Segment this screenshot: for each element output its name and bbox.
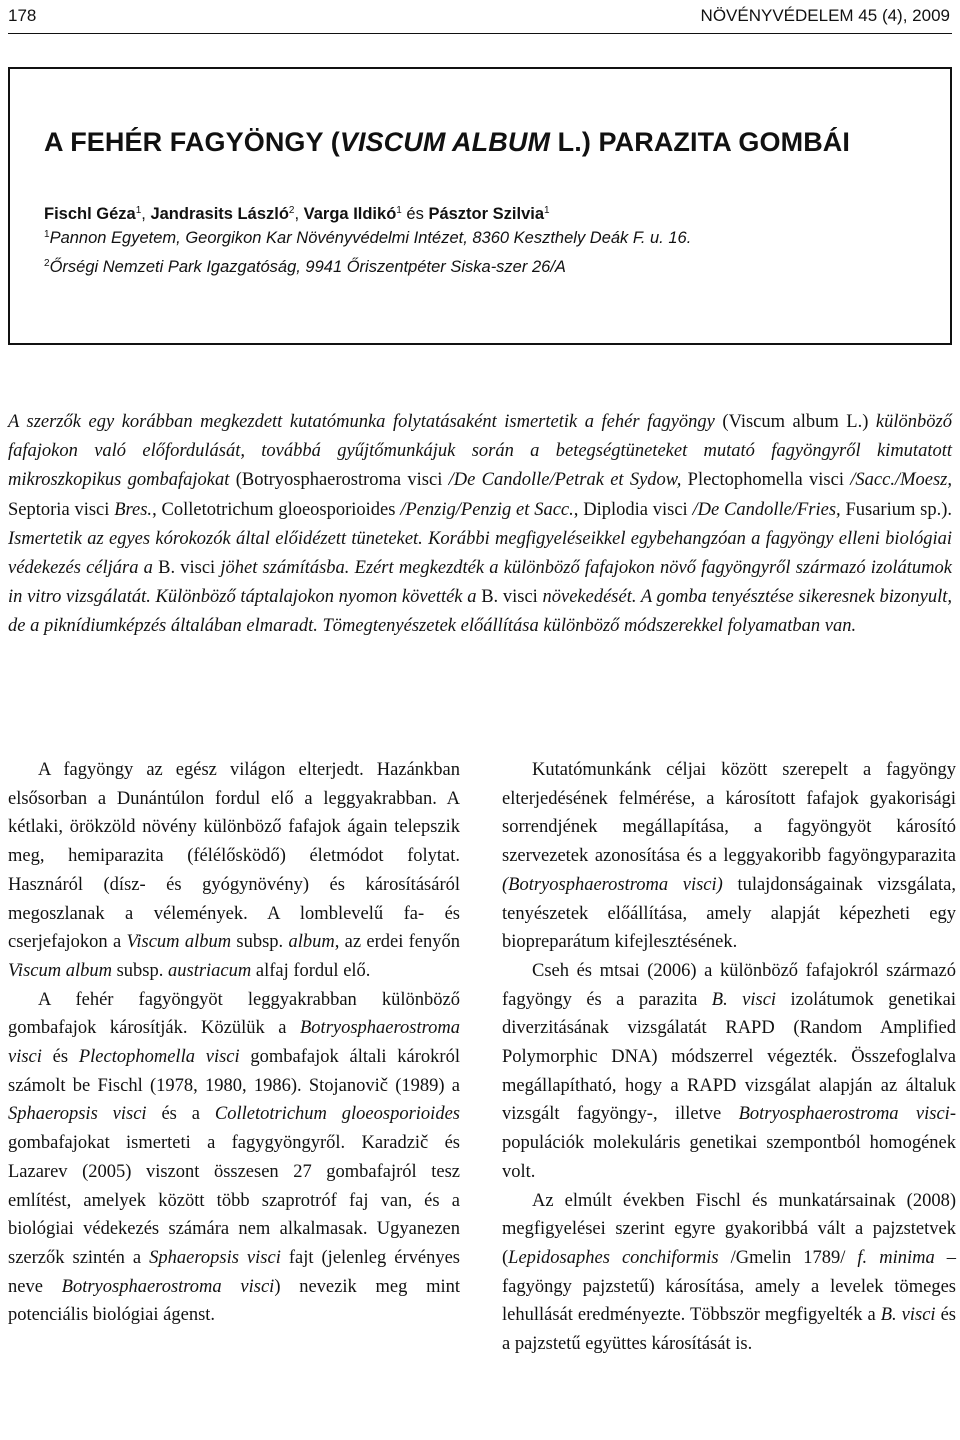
paragraph: Cseh és mtsai (2006) a különböző fafajokról származó fagyöngy és a parazita B. visci izolátumok genetikai diverzitásának vizsgálatát RAPD (Random Amplified Polymorphic DNA) módszerrel végezték. Összefoglalva megállapítható, hogy a RAPD vizsgálat alapján az általuk vizsgált fagyöngy-, illetve Botryosphaerostroma visci-populációk molekuláris genetikai szempontból homogének volt. [502, 960, 956, 1182]
abstract: A szerzők egy korábban megkezdett kutatómunka folytatásaként ismertetik a fehér fagyöngy (Viscum album L.) különböző fafajokon való előfordulását, továbbá gyűjtőmunkájuk során a betegségtüneteket mutató fagyöngyről kimutatott mikroszkopikus gombafajokat (Botryosphaerostroma visci /De Candolle/Petrak et Sydow, Plectophomella visci /Sacc./Moesz, Septoria visci Bres., Colletotrichum gloeosporioides /Penzig/Penzig et Sacc., Diplodia visci /De Candolle/Fries, Fusarium sp.). Ismertetik az egyes kórokozók által előidézett tüneteket. Korábbi megfigyeléseikkel egybehangzóan a fagyöngy elleni biológiai védekezés céljára a B. visci jöhet számításba. Ezért megkezdték a különböző fafajokon növő fagyöngyről származó izolátumok in vitro vizsgálatát. Különböző táptalajokon nyomon követték a B. visci növekedését. A gomba tenyésztése sikeresnek bizonyult, de a piknídiumképzés általában elmaradt. Tömegtenyészetek előállítása különböző módszerekkel folyamatban van. [8, 412, 953, 637]
paragraph: Kutatómunkánk céljai között szerepelt a fagyöngy elterjedésének felmérése, a károsított fafajok gyakorisági sorrendjének megállapítása, a fagyöngyöt károsító szervezetek azonosítása és a leggyakoribb fagyöngyparazita (Botryosphaerostroma visci) tulajdonságainak vizsgálata, tenyészetek előállítása, amely alapját képezheti egy biopreparátum kifejlesztésének. [502, 760, 956, 953]
body-column-right [502, 756, 956, 1359]
paragraph: A fagyöngy az egész világon elterjedt. Hazánkban elsősorban a Dunántúlon fordul elő a leggyakrabban. A kétlaki, örökzöld növény különböző fafajok ágain telepszik meg, hemiparazita (félélősködő) életmódot folytat. Hasznáról (dísz- és gyógynövény) és károsításáról megoszlanak a vélemények. A lomblevelű fa- és cserjefajokon a Viscum album subsp. album, az erdei fenyőn Viscum album subsp. austriacum alfaj fordul elő. [8, 760, 460, 981]
paragraph: A fehér fagyöngyöt leggyakrabban különböző gombafajok károsítják. Közülük a Botryosphaerostroma visci és Plectophomella visci gombafajok általi károkról számolt be Fischl (1978, 1980, 1986). Stojanovič (1989) a Sphaeropsis visci és a Colletotrichum gloeosporioides gombafajokat ismerteti a fagygyöngyről. Karadzič és Lazarev (2005) viszont összesen 27 gombafajról tesz említést, amelyek között több szaprotróf faj van, és a biológiai védekezés számára nem alkalmasak. Ugyanezen szerzők szintén a Sphaeropsis visci fajt (jelenleg érvényes neve Botryosphaerostroma visci) nevezik meg mint potenciális biológiai ágenst. [8, 989, 460, 1326]
title-box [8, 67, 952, 345]
affiliation-1: $^1$Pannon Egyetem, Georgikon Kar Növényvédelmi Intézet, 8360 Keszthely Deák F. u. 16. [44, 229, 692, 247]
author-name: Fischl Géza [44, 205, 136, 223]
page-number: 178 [8, 6, 37, 25]
paragraph: Az elmúlt években Fischl és munkatársainak (2008) megfigyelései szerint egyre gyakoribbá vált a pajzstetvek (Lepidosaphes conchiformis /Gmelin 1789/ f. minima – fagyöngy pajzstetű) károsítása, amely a levelek tömeges lehullását eredményezte. Többször megfigyelték a B. visci és a pajzstetű együttes károsítását is. [502, 1190, 956, 1355]
journal-reference: NÖVÉNYVÉDELEM 45 (4), 2009 [700, 6, 950, 25]
author-list: Fischl Géza$^1$, Jandrasits László$^2$, Varga Ildikó$^1$ és Pásztor Szilvia$^1$ [44, 205, 550, 223]
running-head [8, 6, 950, 30]
author-name: Varga Ildikó [303, 205, 397, 223]
body-column-left [8, 756, 460, 1330]
author-name: Jandrasits László [150, 205, 289, 223]
affiliation-2: $^2$Őrségi Nemzeti Park Igazgatóság, 9941 Őriszentpéter Siska-szer 26/A [44, 258, 566, 276]
author-name: Pásztor Szilvia [428, 205, 545, 223]
header-rule [8, 33, 952, 34]
article-title: A FEHÉR FAGYÖNGY (VISCUM ALBUM L.) PARAZITA GOMBÁI [44, 127, 850, 157]
